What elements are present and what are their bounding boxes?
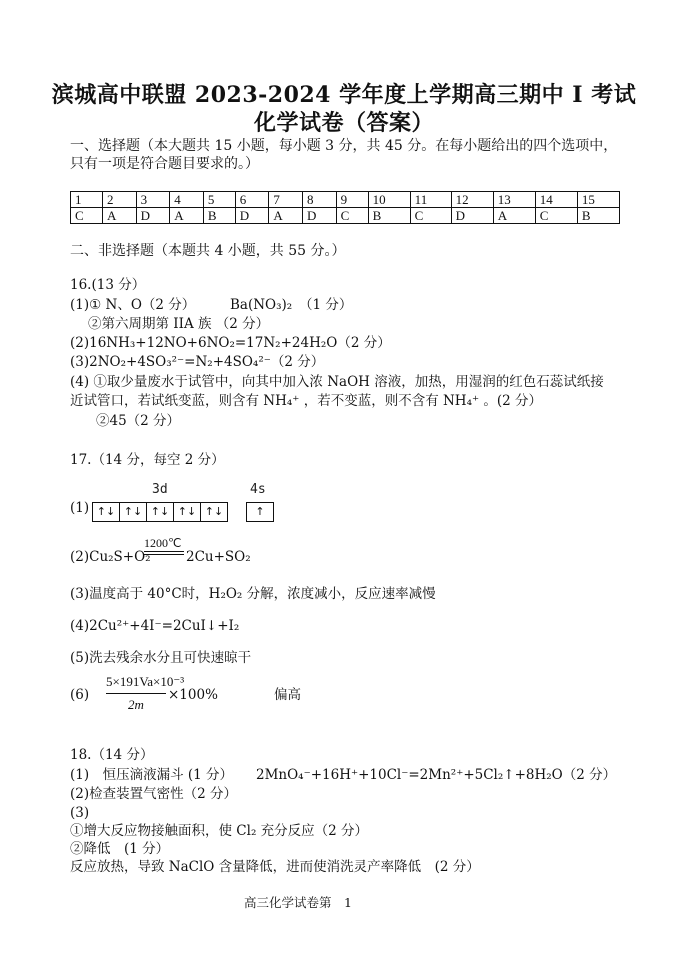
formula-percent: ×100% bbox=[168, 687, 218, 703]
orbital-box: ↑↓ bbox=[147, 503, 174, 521]
q18-line1a: (1) 恒压滴液漏斗 (1 分） bbox=[70, 767, 234, 783]
question-number-cell: 1 bbox=[71, 192, 103, 208]
q18-line5: ②降低 (1 分） bbox=[70, 841, 170, 857]
answer-cell: B bbox=[203, 208, 235, 224]
q18-line2: (2)检查装置气密性（2 分） bbox=[70, 786, 238, 802]
answer-table-numbers-row bbox=[71, 192, 620, 208]
orbital-3d-label: 3d bbox=[152, 482, 168, 497]
question-number-cell: 15 bbox=[577, 192, 619, 208]
question-number-cell: 12 bbox=[451, 192, 493, 208]
q16-line7: ②45（2 分） bbox=[96, 413, 181, 429]
answer-cell: A bbox=[269, 208, 303, 224]
q16-line2: ②第六周期第 IIA 族 （2 分） bbox=[88, 316, 270, 332]
answer-table bbox=[70, 191, 620, 224]
answer-cell: A bbox=[170, 208, 204, 224]
answer-cell: A bbox=[493, 208, 535, 224]
section2-heading: 二、非选择题（本题共 4 小题，共 55 分。） bbox=[70, 243, 346, 259]
page-footer: 高三化学试卷第 1 bbox=[244, 895, 352, 910]
question-number-cell: 9 bbox=[336, 192, 368, 208]
q17-line6-result: 偏高 bbox=[274, 687, 301, 703]
orbital-box: ↑↓ bbox=[174, 503, 201, 521]
q16-line4: (3)2NO₂+4SO₃²⁻=N₂+4SO₄²⁻（2 分） bbox=[70, 354, 325, 370]
q18-line6: 反应放热，导致 NaClO 含量降低，进而使消洗灵产率降低 (2 分） bbox=[70, 859, 480, 875]
q17-line2-rhs: 2Cu+SO₂ bbox=[186, 549, 251, 565]
answer-cell: B bbox=[577, 208, 619, 224]
q18-line3: (3) bbox=[70, 805, 90, 821]
answer-cell: C bbox=[71, 208, 103, 224]
orbital-box: ↑↓ bbox=[204, 505, 224, 518]
question-number-cell: 4 bbox=[170, 192, 204, 208]
answer-cell: C bbox=[410, 208, 451, 224]
question-number-cell: 3 bbox=[136, 192, 170, 208]
q17-line2-lhs: (2)Cu₂S+O₂ bbox=[70, 549, 151, 565]
question-number-cell: 14 bbox=[535, 192, 577, 208]
orbital-box: ↑ bbox=[255, 505, 265, 518]
q16-line3: (2)16NH₃+12NO+6NO₂=17N₂+24H₂O（2 分） bbox=[70, 335, 391, 351]
q17-header: 17.（14 分，每空 2 分） bbox=[70, 452, 225, 468]
orbital-4s-diagram bbox=[246, 502, 274, 522]
q16-line1a: (1)① N、O（2 分） bbox=[70, 297, 196, 313]
question-number-cell: 11 bbox=[410, 192, 451, 208]
q17-line6-label: (6) bbox=[70, 687, 90, 703]
q18-line4: ①增大反应物接触面积，使 Cl₂ 充分反应（2 分） bbox=[70, 823, 369, 839]
question-number-cell: 13 bbox=[493, 192, 535, 208]
orbital-4s-label: 4s bbox=[250, 482, 266, 497]
q17-label1: (1) bbox=[70, 500, 90, 516]
formula-fraction-line bbox=[106, 693, 166, 694]
reaction-condition: 1200℃ bbox=[144, 536, 182, 550]
answer-cell: D bbox=[235, 208, 269, 224]
q16-line5: (4) ①取少量废水于试管中，向其中加入浓 NaOH 溶液，加热，用湿润的红色石蕊试纸接 bbox=[70, 374, 604, 390]
q17-line3: (3)温度高于 40°C时，H₂O₂ 分解，浓度减小，反应速率减慢 bbox=[70, 586, 436, 602]
answer-cell: D bbox=[136, 208, 170, 224]
orbital-box: ↑↓ bbox=[93, 503, 120, 521]
q18-header: 18.（14 分） bbox=[70, 747, 154, 763]
question-number-cell: 5 bbox=[203, 192, 235, 208]
orbital-box: ↑↓ bbox=[120, 503, 147, 521]
q18-line1b: 2MnO₄⁻+16H⁺+10Cl⁻=2Mn²⁺+5Cl₂↑+8H₂O（2 分） bbox=[256, 767, 617, 783]
orbital-3d-diagram bbox=[92, 502, 228, 522]
q17-line4: (4)2Cu²⁺+4I⁻=2CuI↓+I₂ bbox=[70, 618, 240, 634]
q17-line5: (5)洗去残余水分且可快速晾干 bbox=[70, 650, 252, 666]
formula-denominator: 2m bbox=[128, 697, 144, 712]
page-title-line1: 滨城高中联盟 2023-2024 学年度上学期高三期中 Ⅰ 考试 bbox=[51, 82, 637, 108]
q16-line1b: Ba(NO₃)₂ （1 分） bbox=[230, 297, 353, 313]
answer-cell: C bbox=[535, 208, 577, 224]
answer-cell: A bbox=[102, 208, 136, 224]
question-number-cell: 10 bbox=[368, 192, 410, 208]
q16-line6: 近试管口，若试纸变蓝，则含有 NH₄⁺ ，若不变蓝，则不含有 NH₄⁺ 。(2 分） bbox=[70, 393, 543, 409]
page-title-line2: 化学试卷（答案） bbox=[253, 110, 434, 136]
question-number-cell: 8 bbox=[303, 192, 337, 208]
formula-numerator: 5×191Va×10⁻³ bbox=[106, 674, 185, 689]
q16-header: 16.(13 分） bbox=[70, 277, 146, 293]
answer-cell: C bbox=[336, 208, 368, 224]
answer-cell: D bbox=[451, 208, 493, 224]
answer-cell: D bbox=[303, 208, 337, 224]
question-number-cell: 7 bbox=[269, 192, 303, 208]
question-number-cell: 6 bbox=[235, 192, 269, 208]
section1-heading-line1: 一、选择题（本大题共 15 小题，每小题 3 分，共 45 分。在每小题给出的四个选项中， bbox=[70, 138, 618, 154]
section1-heading-line2: 只有一项是符合题目要求的。） bbox=[70, 156, 259, 172]
answer-table-answers-row bbox=[71, 208, 620, 224]
question-number-cell: 2 bbox=[102, 192, 136, 208]
answer-cell: B bbox=[368, 208, 410, 224]
